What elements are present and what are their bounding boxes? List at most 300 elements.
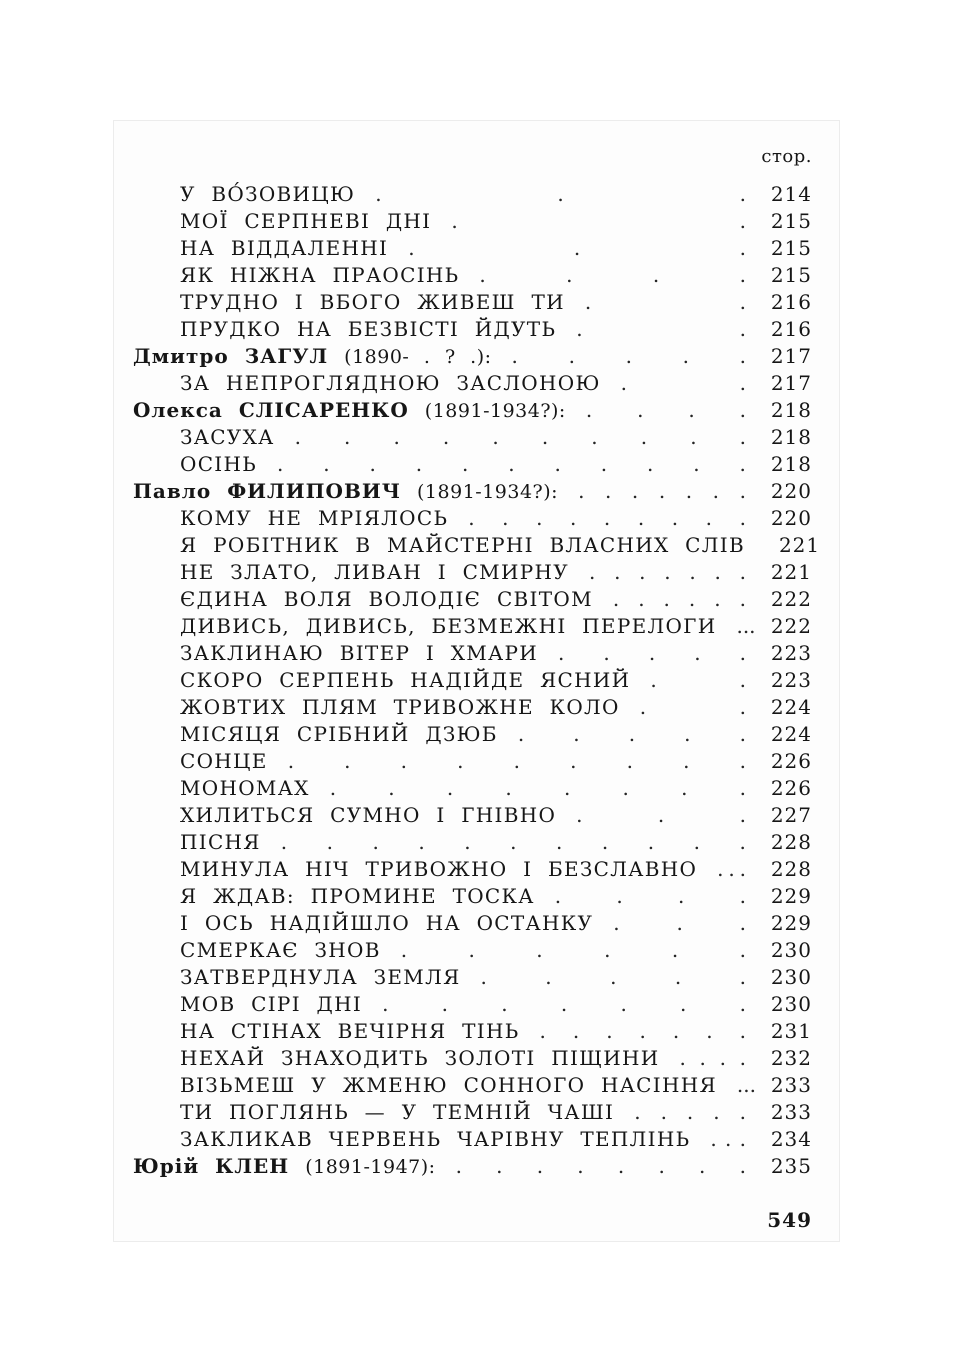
leader-dot: . (511, 344, 518, 368)
leader-dot: . (639, 560, 646, 584)
leader-dot: . (501, 992, 508, 1016)
leader-dot: . (468, 506, 475, 530)
leader-dot: . (446, 776, 454, 800)
leader-dot: . (725, 1127, 732, 1151)
leader-dot: . (570, 749, 577, 773)
leader-dot: . (606, 1019, 613, 1043)
leader-dot: . (739, 425, 746, 449)
leader-dots (268, 748, 760, 775)
leader-dot: . (739, 857, 746, 881)
leader-dot: . (647, 830, 655, 854)
leader-dot: . (688, 398, 695, 422)
toc-row (133, 289, 812, 316)
leader-dot: . (739, 452, 746, 476)
leader-dot: . (600, 452, 608, 476)
leader-dot: . (576, 803, 583, 827)
leader-dot: . (585, 398, 593, 422)
toc-entry-title: ПРУДКО НА БЕЗВІСТІ ЙДУТЬ (180, 317, 557, 341)
leader-dot: . (620, 992, 627, 1016)
toc-row (133, 991, 812, 1018)
leader-dot: . (560, 992, 568, 1016)
leader-dot: . (658, 1154, 665, 1178)
toc-row (133, 235, 812, 262)
leader-dot: . (604, 938, 611, 962)
leader-dots (630, 667, 760, 694)
toc-entry-title: НЕ ЗЛАТО, ЛИВАН І СМИРНУ (180, 560, 569, 584)
leader-dot: . (739, 803, 746, 827)
page-column-header: стор. (761, 146, 812, 167)
leader-dot: . (739, 398, 746, 422)
toc-entry-title: СМЕРКАЄ ЗНОВ (180, 938, 381, 962)
toc-page-number: 235 (770, 1154, 812, 1178)
leader-dot: . (658, 479, 666, 503)
leader-dot: . (329, 776, 337, 800)
toc-page-number: 222 (770, 614, 812, 638)
toc-entry-title: ХИЛИТЬСЯ СУМНО І ГНІВНО (180, 803, 557, 827)
toc-author-entry (133, 397, 566, 425)
toc-page-number: 230 (770, 992, 812, 1016)
toc-row (133, 343, 812, 370)
leader-dot: . (568, 344, 575, 368)
leader-dot: . (712, 479, 720, 503)
leader-dot: . (638, 587, 645, 611)
toc-row (133, 1072, 812, 1099)
toc-page-number: 220 (770, 479, 812, 503)
leader-dot: . (464, 830, 471, 854)
leader-dot: . (739, 938, 746, 962)
leader-dot: . (699, 1154, 706, 1178)
leader-dot: . (569, 506, 577, 530)
toc-author-entry (133, 478, 558, 506)
leader-dots (275, 424, 760, 451)
leader-dot: . (739, 1046, 746, 1070)
leader-dots (388, 235, 760, 262)
leader-dot: . (639, 1019, 646, 1043)
toc-row (133, 937, 812, 964)
leader-dot: . (614, 560, 621, 584)
leader-dot: . (455, 1154, 462, 1178)
toc-entry-title: МОЇ СЕРПНЕВІ ДНІ (180, 209, 432, 233)
leader-dot: . (739, 965, 746, 989)
leader-dots (593, 910, 760, 937)
leader-dot: . (604, 479, 612, 503)
leader-dot: . (739, 641, 746, 665)
leader-dot: . (415, 452, 423, 476)
leader-dot: . (650, 668, 657, 692)
author-surname: СЛІСАРЕНКО (238, 398, 409, 422)
leader-dot: . (382, 992, 389, 1016)
toc-entry-title: ЖОВТИХ ПЛЯМ ТРИВОЖНЕ КОЛО (180, 695, 620, 719)
leader-dot: . (625, 344, 632, 368)
toc-row (133, 262, 812, 289)
leader-dot: . (603, 641, 610, 665)
toc-page-number: 221 (778, 533, 821, 557)
leader-dot: . (557, 182, 564, 206)
toc-rows (133, 181, 821, 1180)
leader-dot: . (393, 425, 400, 449)
leader-dot: . (563, 776, 571, 800)
leader-dot: . (287, 749, 295, 773)
leader-dot: . (739, 722, 746, 746)
leader-dot: . (344, 425, 351, 449)
leader-dot: . (739, 182, 746, 206)
leader-dot: . (674, 965, 682, 989)
toc-row (133, 694, 812, 721)
leader-dot: . (714, 587, 721, 611)
leader-dot: . (749, 614, 756, 638)
leader-dot: . (628, 722, 636, 746)
leader-dot: . (739, 1019, 746, 1043)
toc-page-number: 215 (770, 236, 812, 260)
leader-dot: . (626, 749, 633, 773)
leader-dot: . (620, 371, 627, 395)
table-of-contents (133, 142, 821, 1232)
leader-dot: . (588, 560, 596, 584)
leader-dots (556, 316, 760, 343)
leader-dots (257, 451, 760, 478)
toc-entry-title: ДИВИСЬ, ДИВИСЬ, БЕЗМЕЖНІ ПЕРЕЛОГИ (180, 614, 717, 638)
leader-dot: . (637, 398, 644, 422)
toc-entry-title: ЗАТВЕРДНУЛА ЗЕМЛЯ (180, 965, 461, 989)
leader-dot: . (513, 749, 520, 773)
leader-dot: . (631, 479, 639, 503)
leader-dot: . (678, 884, 685, 908)
leader-dot: . (372, 830, 379, 854)
leader-dot: . (739, 911, 746, 935)
leader-dots (535, 883, 760, 910)
toc-row (133, 532, 821, 559)
leader-dot: . (739, 749, 746, 773)
toc-page-number: 221 (770, 560, 812, 584)
leader-dot: . (693, 452, 700, 476)
toc-entry-title: ЗА НЕПРОГЛЯДНОЮ ЗАСЛОНОЮ (180, 371, 601, 395)
scanned-page (113, 120, 840, 1242)
leader-dot: . (699, 1046, 706, 1070)
leader-dot: . (739, 1154, 746, 1178)
author-first-name: Юрій (133, 1154, 200, 1178)
leader-dots (310, 775, 760, 802)
leader-dot: . (728, 857, 735, 881)
leader-dot: . (706, 1019, 713, 1043)
leader-dot: . (577, 1154, 584, 1178)
toc-entry-title: У ВО́ЗОВИЦЮ (180, 182, 356, 206)
leader-dot: . (671, 938, 679, 962)
toc-page-number: 215 (770, 263, 812, 287)
leader-dot: . (480, 965, 487, 989)
leader-dot: . (323, 452, 330, 476)
leader-dot: . (694, 641, 701, 665)
leader-dot: . (418, 830, 425, 854)
toc-row (133, 370, 812, 397)
leader-dot: . (578, 479, 585, 503)
leader-dots (614, 1099, 760, 1126)
toc-entry-title: Я РОБІТНИК В МАЙСТЕРНІ ВЛАСНИХ СЛІВ (180, 533, 745, 557)
author-years: (1890- . ? .): (344, 346, 492, 368)
leader-dot: . (344, 749, 351, 773)
leader-dot: . (573, 236, 581, 260)
leader-dot: . (573, 722, 580, 746)
toc-page-number: 233 (770, 1100, 812, 1124)
leader-dot: . (739, 263, 746, 287)
toc-row (133, 640, 812, 667)
leader-dot: . (479, 263, 486, 287)
leader-dot: . (679, 1046, 686, 1070)
leader-dot: . (576, 317, 583, 341)
leader-dot: . (681, 776, 688, 800)
author-surname: КЛЕН (215, 1154, 290, 1178)
leader-dot: . (640, 425, 648, 449)
leader-dot: . (682, 344, 689, 368)
leader-dot: . (541, 425, 549, 449)
leader-dot: . (280, 830, 288, 854)
author-surname: ЗАГУЛ (244, 344, 329, 368)
leader-dot: . (714, 560, 721, 584)
toc-page-number: 217 (770, 344, 812, 368)
toc-entry-title: МОНОМАХ (180, 776, 310, 800)
leader-dot: . (739, 1127, 746, 1151)
toc-entry-title: ПІСНЯ (180, 830, 261, 854)
toc-page-number: 218 (770, 452, 812, 476)
leader-dot: . (739, 668, 746, 692)
leader-dot: . (277, 452, 284, 476)
leader-dots (620, 694, 760, 721)
leader-dot: . (686, 1100, 694, 1124)
author-surname: ФИЛИПОВИЧ (227, 479, 402, 503)
toc-page-number: 224 (770, 695, 812, 719)
leader-dot: . (556, 830, 563, 854)
leader-dots (431, 208, 760, 235)
toc-entry-title: Я ЖДАВ: ПРОМИНЕ ТОСКА (180, 884, 535, 908)
toc-row (133, 775, 812, 802)
leader-dot: . (639, 695, 647, 719)
leader-dot: . (713, 1100, 720, 1124)
leader-dot: . (462, 452, 469, 476)
leader-dot: . (369, 452, 376, 476)
leader-dot: . (663, 587, 670, 611)
toc-entry-title: НЕХАЙ ЗНАХОДИТЬ ЗОЛОТІ ПІЩИНИ (180, 1046, 660, 1070)
leader-dot: . (739, 317, 746, 341)
author-first-name: Олекса (133, 398, 223, 422)
leader-dots (660, 1045, 760, 1072)
toc-page-number: 231 (770, 1019, 812, 1043)
leader-dot: . (739, 560, 746, 584)
leader-dot: . (657, 803, 665, 827)
toc-row (133, 316, 812, 343)
leader-dots (492, 343, 760, 370)
leader-dot: . (719, 1046, 726, 1070)
leader-dot: . (496, 1154, 503, 1178)
leader-dot: . (558, 641, 565, 665)
toc-row (133, 829, 812, 856)
leader-dot: . (676, 911, 683, 935)
toc-entry-title: ТИ ПОГЛЯНЬ — У ТЕМНІЙ ЧАШІ (180, 1100, 615, 1124)
leader-dot: . (717, 857, 724, 881)
toc-entry-title: ЄДИНА ВОЛЯ ВОЛОДІЄ СВІТОМ (180, 587, 593, 611)
leader-dot: . (441, 992, 449, 1016)
leader-dots (716, 613, 760, 640)
toc-row (133, 1018, 812, 1045)
leader-dot: . (442, 425, 450, 449)
leader-dot: . (736, 1073, 744, 1097)
toc-entry-title: ЗАКЛИКАВ ЧЕРВЕНЬ ЧАРІВНУ ТЕПЛІНЬ (180, 1127, 691, 1151)
toc-page-number: 227 (770, 803, 812, 827)
toc-row (133, 721, 812, 748)
toc-entry-title: ВІЗЬМЕШ У ЖМЕНЮ СОННОГО НАСІННЯ (180, 1073, 717, 1097)
toc-page-number: 217 (770, 371, 812, 395)
toc-page-number: 226 (770, 749, 812, 773)
leader-dots (565, 289, 760, 316)
leader-dot: . (603, 506, 611, 530)
leader-dot: . (400, 938, 408, 962)
leader-dot: . (536, 938, 543, 962)
leader-dot: . (739, 992, 746, 1016)
leader-dot: . (408, 236, 415, 260)
leader-dots (498, 721, 760, 748)
author-years: (1891-1934?): (424, 400, 566, 422)
toc-page-number: 230 (770, 938, 812, 962)
toc-page-number: 222 (770, 587, 812, 611)
leader-dots (717, 1072, 760, 1099)
toc-row (133, 883, 812, 910)
toc-page-number: 224 (770, 722, 812, 746)
leader-dot: . (705, 506, 713, 530)
leader-dot: . (612, 587, 620, 611)
toc-row (133, 424, 812, 451)
toc-row (133, 181, 812, 208)
leader-dot: . (326, 830, 333, 854)
author-first-name: Дмитро (133, 344, 229, 368)
leader-dot: . (375, 182, 382, 206)
leader-dots (459, 262, 760, 289)
leader-dot: . (634, 1100, 641, 1124)
author-first-name: Павло (133, 479, 212, 503)
toc-row (133, 478, 812, 505)
leader-dot: . (739, 884, 746, 908)
leader-dot: . (739, 290, 746, 314)
leader-dot: . (502, 506, 509, 530)
leader-dot: . (684, 722, 691, 746)
toc-entry-title: МИНУЛА НІЧ ТРИВОЖНО І БЕЗСЛАВНО (180, 857, 698, 881)
leader-dot: . (688, 587, 696, 611)
leader-dots (569, 559, 760, 586)
leader-dot: . (664, 560, 671, 584)
author-years: (1891-1947): (305, 1156, 436, 1178)
leader-dot: . (739, 371, 746, 395)
leader-dot: . (685, 479, 693, 503)
leader-dot: . (539, 1019, 546, 1043)
leader-dot: . (736, 614, 743, 638)
leader-dot: . (554, 884, 562, 908)
leader-dot: . (616, 884, 623, 908)
leader-dots (355, 181, 760, 208)
toc-author-entry (133, 1153, 436, 1181)
toc-entry-title: НА ВІДДАЛЕННІ (180, 236, 389, 260)
toc-page-number: 223 (770, 668, 812, 692)
leader-dot: . (617, 1154, 625, 1178)
toc-page-number: 216 (770, 290, 812, 314)
toc-entry-title: КОМУ НЕ МРІЯЛОСЬ (180, 506, 449, 530)
leader-dot: . (739, 344, 746, 368)
toc-page-number: 228 (770, 857, 812, 881)
leader-dots (362, 991, 760, 1018)
leader-dot: . (739, 695, 746, 719)
toc-page-number: 230 (770, 965, 812, 989)
leader-dot: . (554, 452, 561, 476)
leader-dot: . (739, 1100, 746, 1124)
leader-dot: . (613, 911, 620, 935)
toc-entry-title: ОСІНЬ (180, 452, 258, 476)
leader-dot: . (584, 290, 592, 314)
leader-dot: . (610, 965, 617, 989)
leader-dot: . (660, 1100, 667, 1124)
leader-dot: . (536, 1154, 544, 1178)
toc-page-number: 228 (770, 830, 812, 854)
leader-dot: . (492, 425, 499, 449)
leader-dots (690, 1126, 760, 1153)
leader-dot: . (536, 506, 543, 530)
leader-dot: . (689, 560, 696, 584)
toc-page-number: 229 (770, 911, 812, 935)
toc-page-number: 218 (770, 398, 812, 422)
leader-dot: . (508, 452, 515, 476)
leader-dot: . (743, 1073, 750, 1097)
toc-page-number: 218 (770, 425, 812, 449)
toc-row (133, 505, 812, 532)
toc-entry-title: ЗАСУХА (180, 425, 275, 449)
leader-dots (436, 1153, 760, 1180)
leader-dot: . (742, 614, 750, 638)
leader-dot: . (601, 830, 609, 854)
author-years: (1891-1934?): (417, 481, 559, 503)
leader-dots (381, 937, 760, 964)
leader-dot: . (739, 479, 746, 503)
book-page-number: 549 (767, 1208, 812, 1232)
leader-dot: . (739, 830, 746, 854)
toc-row (133, 397, 812, 424)
leader-dot: . (545, 965, 552, 989)
toc-row (133, 910, 812, 937)
toc-page-number: 232 (770, 1046, 812, 1070)
leader-dot: . (517, 722, 525, 746)
toc-page-number: 234 (770, 1127, 812, 1151)
toc-page-number: 226 (770, 776, 812, 800)
leader-dot: . (451, 209, 458, 233)
toc-entry-title: НА СТІНАХ ВЕЧІРНЯ ТІНЬ (180, 1019, 520, 1043)
toc-row (133, 667, 812, 694)
toc-row (133, 451, 812, 478)
leader-dots (448, 505, 760, 532)
toc-page-number: 214 (770, 182, 812, 206)
leader-dots (566, 397, 760, 424)
leader-dot: . (671, 506, 679, 530)
toc-entry-title: ЯК НІЖНА ПРАОСІНЬ (180, 263, 460, 287)
leader-dot: . (648, 641, 656, 665)
toc-author-entry (133, 343, 492, 371)
leader-dot: . (591, 425, 598, 449)
toc-entry-title: СКОРО СЕРПЕНЬ НАДІЙДЕ ЯСНИЙ (180, 668, 631, 692)
toc-row (133, 586, 812, 613)
leader-dot: . (749, 1073, 756, 1097)
toc-row (133, 1045, 812, 1072)
leader-dot: . (652, 263, 660, 287)
leader-dot: . (739, 209, 746, 233)
toc-row (133, 748, 812, 775)
leader-dot: . (400, 749, 408, 773)
leader-dot: . (566, 263, 573, 287)
leader-dot: . (388, 776, 395, 800)
leader-dots (601, 370, 760, 397)
leader-dot: . (672, 1019, 680, 1043)
